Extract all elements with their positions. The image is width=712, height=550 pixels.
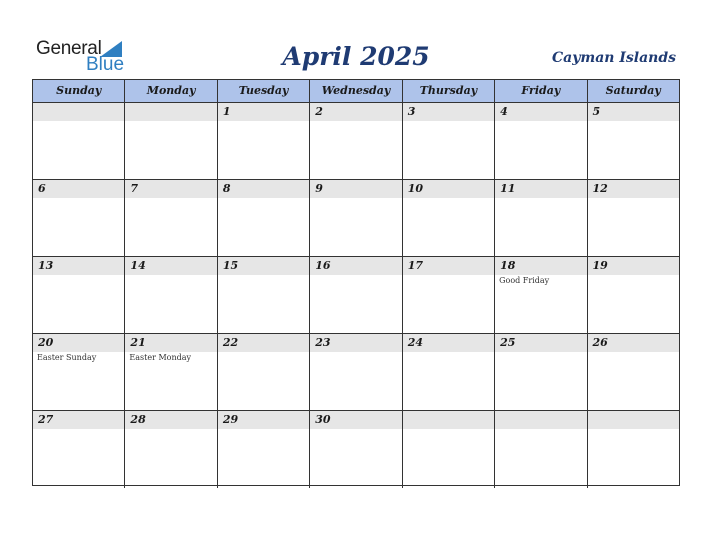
region-label: Cayman Islands	[552, 50, 676, 66]
day-cell[interactable]	[125, 411, 217, 488]
day-number: 26	[592, 336, 608, 349]
weekday-wednesday: Wednesday	[310, 80, 402, 102]
day-number: 19	[592, 259, 608, 272]
day-cell[interactable]	[403, 103, 495, 179]
day-number: 11	[500, 182, 516, 195]
day-number-band	[33, 103, 124, 121]
weekday-saturday: Saturday	[605, 84, 661, 97]
day-cell[interactable]	[125, 257, 217, 333]
day-cell[interactable]	[310, 180, 402, 256]
day-number-band	[33, 180, 124, 198]
day-cell[interactable]	[33, 180, 125, 256]
day-cell[interactable]	[588, 257, 679, 333]
day-number: 13	[38, 259, 54, 272]
day-number-band	[125, 180, 216, 198]
day-cell[interactable]	[33, 334, 125, 410]
day-number: 24	[407, 336, 423, 349]
day-cell[interactable]	[495, 334, 587, 410]
day-cell[interactable]	[218, 411, 310, 488]
day-number: 14	[130, 259, 146, 272]
day-cell[interactable]	[403, 411, 495, 488]
day-cell[interactable]	[495, 257, 587, 333]
day-cell[interactable]	[403, 334, 495, 410]
day-number: 8	[222, 182, 231, 195]
day-number: 30	[315, 413, 331, 426]
week-row	[33, 103, 679, 180]
day-number: 4	[500, 105, 508, 118]
weekday-friday: Friday	[495, 80, 587, 102]
day-number-band	[310, 180, 401, 198]
day-number-band	[218, 180, 309, 198]
day-number: 20	[38, 336, 54, 349]
day-number: 15	[222, 259, 239, 272]
day-number-band	[403, 103, 494, 121]
week-row	[33, 180, 679, 257]
day-number: 21	[130, 336, 146, 349]
day-cell[interactable]	[403, 180, 495, 256]
day-cell[interactable]	[218, 257, 310, 333]
day-number: 5	[592, 105, 601, 118]
weekday-tuesday: Tuesday	[218, 80, 310, 102]
weekday-header-row	[33, 80, 679, 103]
day-number: 28	[130, 413, 146, 426]
weekday-thursday: Thursday	[403, 80, 495, 102]
day-number: 10	[407, 182, 423, 195]
day-number: 2	[315, 105, 323, 118]
day-cell[interactable]	[588, 180, 679, 256]
day-number: 22	[222, 336, 239, 349]
holiday-label: Good Friday	[499, 276, 550, 285]
day-number-band	[310, 103, 401, 121]
day-cell[interactable]	[33, 257, 125, 333]
logo-word-blue: Blue	[86, 54, 125, 75]
day-number: 17	[407, 259, 423, 272]
day-cell[interactable]	[310, 334, 402, 410]
day-number: 6	[38, 182, 46, 195]
day-cell[interactable]	[403, 257, 495, 333]
week-row	[33, 334, 679, 411]
day-number: 1	[222, 105, 231, 118]
day-cell[interactable]	[33, 411, 125, 488]
day-cell[interactable]	[125, 103, 217, 179]
day-number: 23	[315, 336, 331, 349]
calendar-grid	[32, 79, 680, 486]
day-number-band	[125, 103, 216, 121]
day-cell[interactable]	[588, 411, 679, 488]
day-number: 16	[315, 259, 331, 272]
holiday-label: Easter Sunday	[37, 353, 97, 362]
day-cell[interactable]	[125, 334, 217, 410]
day-cell[interactable]	[588, 103, 679, 179]
day-number: 3	[407, 105, 416, 118]
day-number: 12	[592, 182, 608, 195]
logo-word-general: General	[36, 38, 102, 59]
day-number-band	[403, 411, 494, 429]
day-cell[interactable]	[310, 411, 402, 488]
day-number: 29	[222, 413, 239, 426]
holiday-label: Easter Monday	[129, 353, 192, 362]
weekday-sunday: Sunday	[33, 80, 125, 102]
day-cell[interactable]	[588, 334, 679, 410]
day-cell[interactable]	[218, 334, 310, 410]
day-cell[interactable]	[125, 180, 217, 256]
day-cell[interactable]	[218, 180, 310, 256]
weekday-monday: Monday	[125, 80, 217, 102]
day-number: 7	[130, 182, 139, 195]
day-cell[interactable]	[310, 257, 402, 333]
day-number-band	[588, 103, 679, 121]
day-number: 18	[500, 259, 516, 272]
day-number-band	[218, 103, 309, 121]
day-number-band	[495, 411, 586, 429]
day-number-band	[588, 411, 679, 429]
day-cell[interactable]	[33, 103, 125, 179]
week-row	[33, 411, 679, 488]
day-cell[interactable]	[495, 180, 587, 256]
page-title: April 2025	[282, 42, 430, 71]
day-number: 25	[500, 336, 516, 349]
day-number-band	[495, 103, 586, 121]
day-cell[interactable]	[495, 103, 587, 179]
week-row	[33, 257, 679, 334]
day-number: 27	[38, 413, 54, 426]
day-cell[interactable]	[495, 411, 587, 488]
day-number: 9	[315, 182, 323, 195]
day-cell[interactable]	[310, 103, 402, 179]
day-cell[interactable]	[218, 103, 310, 179]
